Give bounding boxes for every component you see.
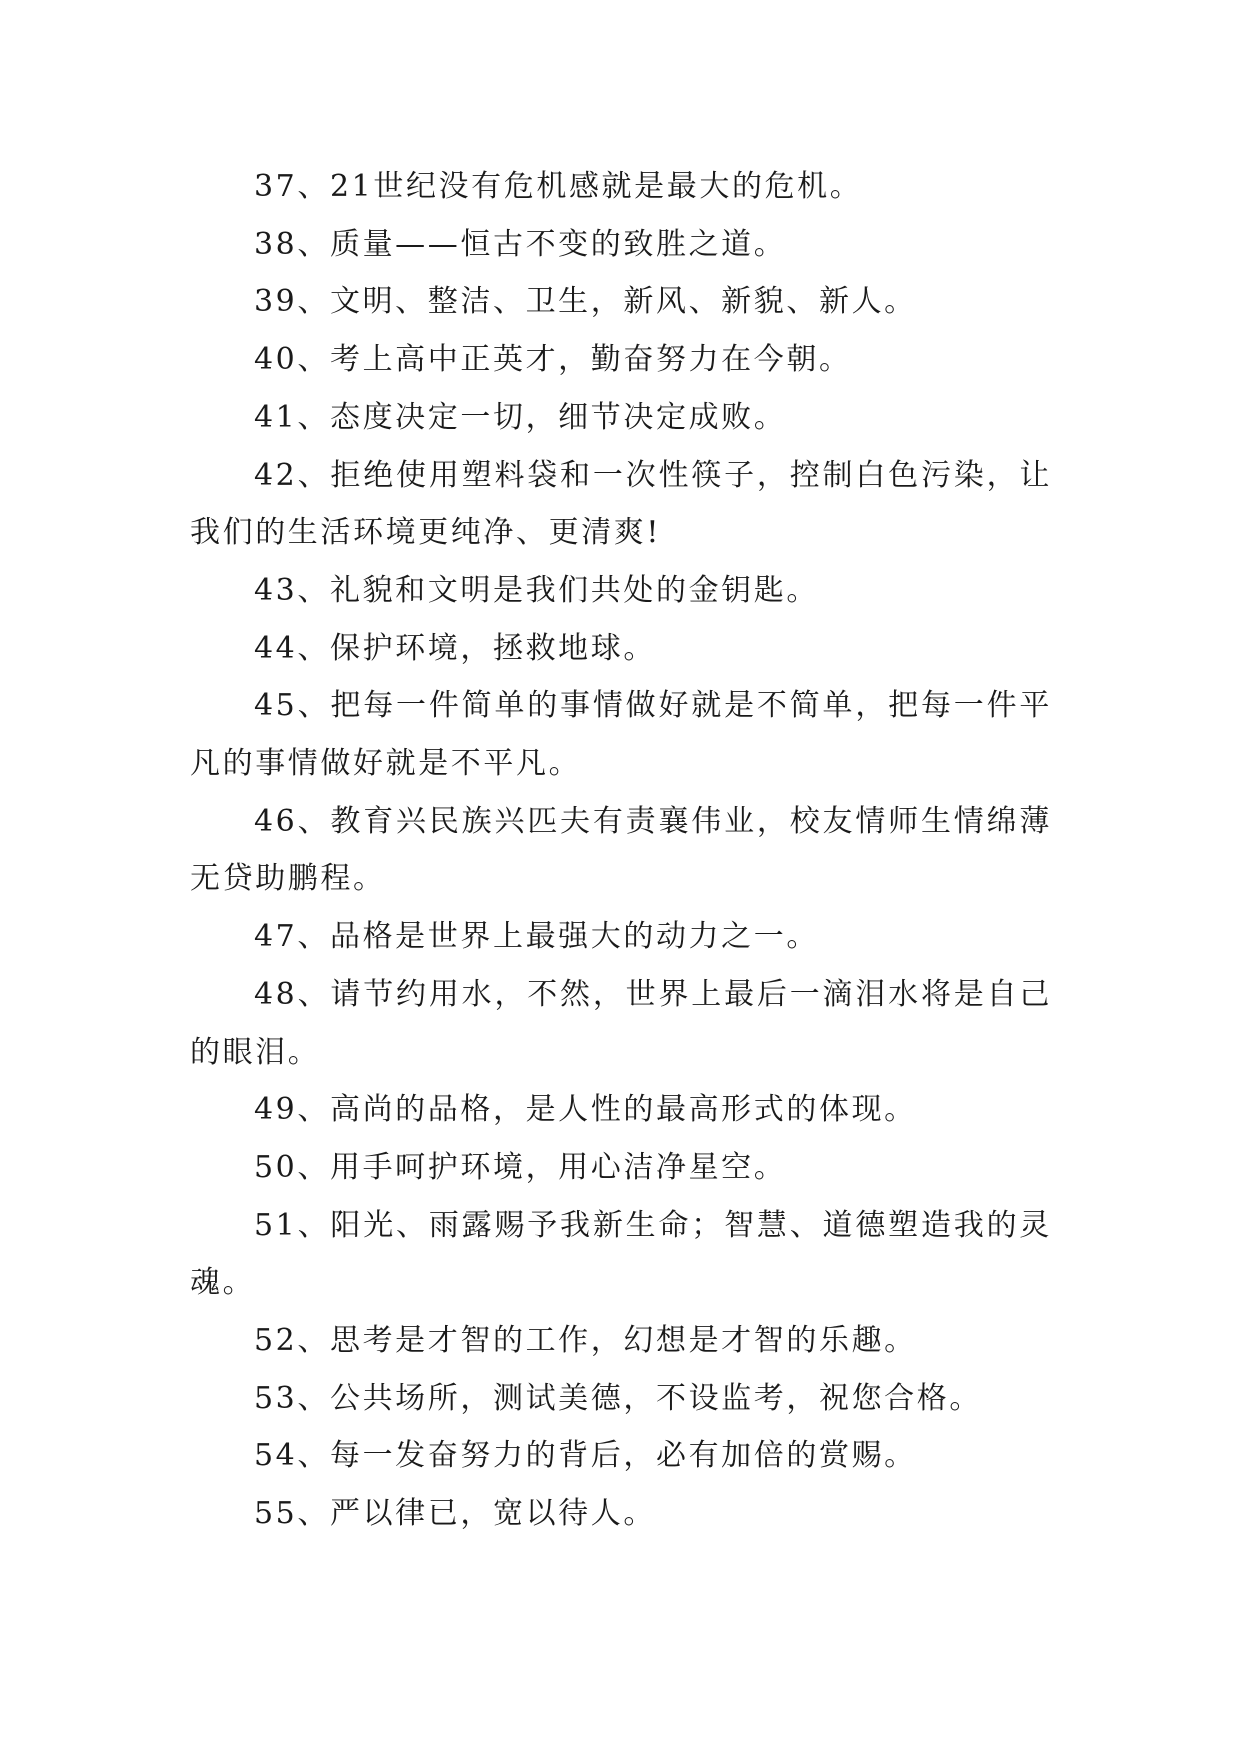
slogan-item-40: 40、考上高中正英才，勤奋努力在今朝。 [254, 342, 852, 378]
slogan-item-37: 37、21世纪没有危机感就是最大的危机。 [254, 169, 863, 204]
slogan-item-48: 48、请节约用水，不然，世界上最后一滴泪水将是自己的眼泪。 [190, 976, 1052, 1070]
slogan-item-38: 38、质量——恒古不变的致胜之道。 [254, 226, 787, 262]
slogan-item-39: 39、文明、整洁、卫生，新风、新貌、新人。 [254, 284, 917, 320]
slogan-item-50: 50、用手呵护环境，用心洁净星空。 [254, 1149, 787, 1185]
slogan-list [190, 158, 1052, 1543]
slogan-item-49: 49、高尚的品格，是人性的最高形式的体现。 [254, 1092, 917, 1128]
slogan-item-45: 45、把每一件简单的事情做好就是不简单，把每一件平凡的事情做好就是不平凡。 [190, 688, 1052, 782]
slogan-item-46: 46、教育兴民族兴匹夫有责襄伟业，校友情师生情绵薄无贷助鹏程。 [190, 803, 1052, 897]
slogan-item-42: 42、拒绝使用塑料袋和一次性筷子，控制白色污染，让我们的生活环境更纯净、更清爽! [190, 457, 1052, 551]
slogan-item-41: 41、态度决定一切，细节决定成败。 [254, 399, 787, 435]
slogan-item-53: 53、公共场所，测试美德，不设监考，祝您合格。 [254, 1380, 982, 1416]
slogan-item-47: 47、品格是世界上最强大的动力之一。 [254, 919, 819, 955]
slogan-item-51: 51、阳光、雨露赐予我新生命；智慧、道德塑造我的灵魂。 [190, 1207, 1052, 1301]
slogan-item-55: 55、严以律已，宽以待人。 [254, 1496, 656, 1532]
slogan-item-54: 54、每一发奋努力的背后，必有加倍的赏赐。 [254, 1438, 917, 1474]
slogan-item-52: 52、思考是才智的工作，幻想是才智的乐趣。 [254, 1323, 917, 1359]
slogan-item-43: 43、礼貌和文明是我们共处的金钥匙。 [254, 572, 819, 608]
slogan-item-44: 44、保护环境，拯救地球。 [254, 630, 656, 666]
